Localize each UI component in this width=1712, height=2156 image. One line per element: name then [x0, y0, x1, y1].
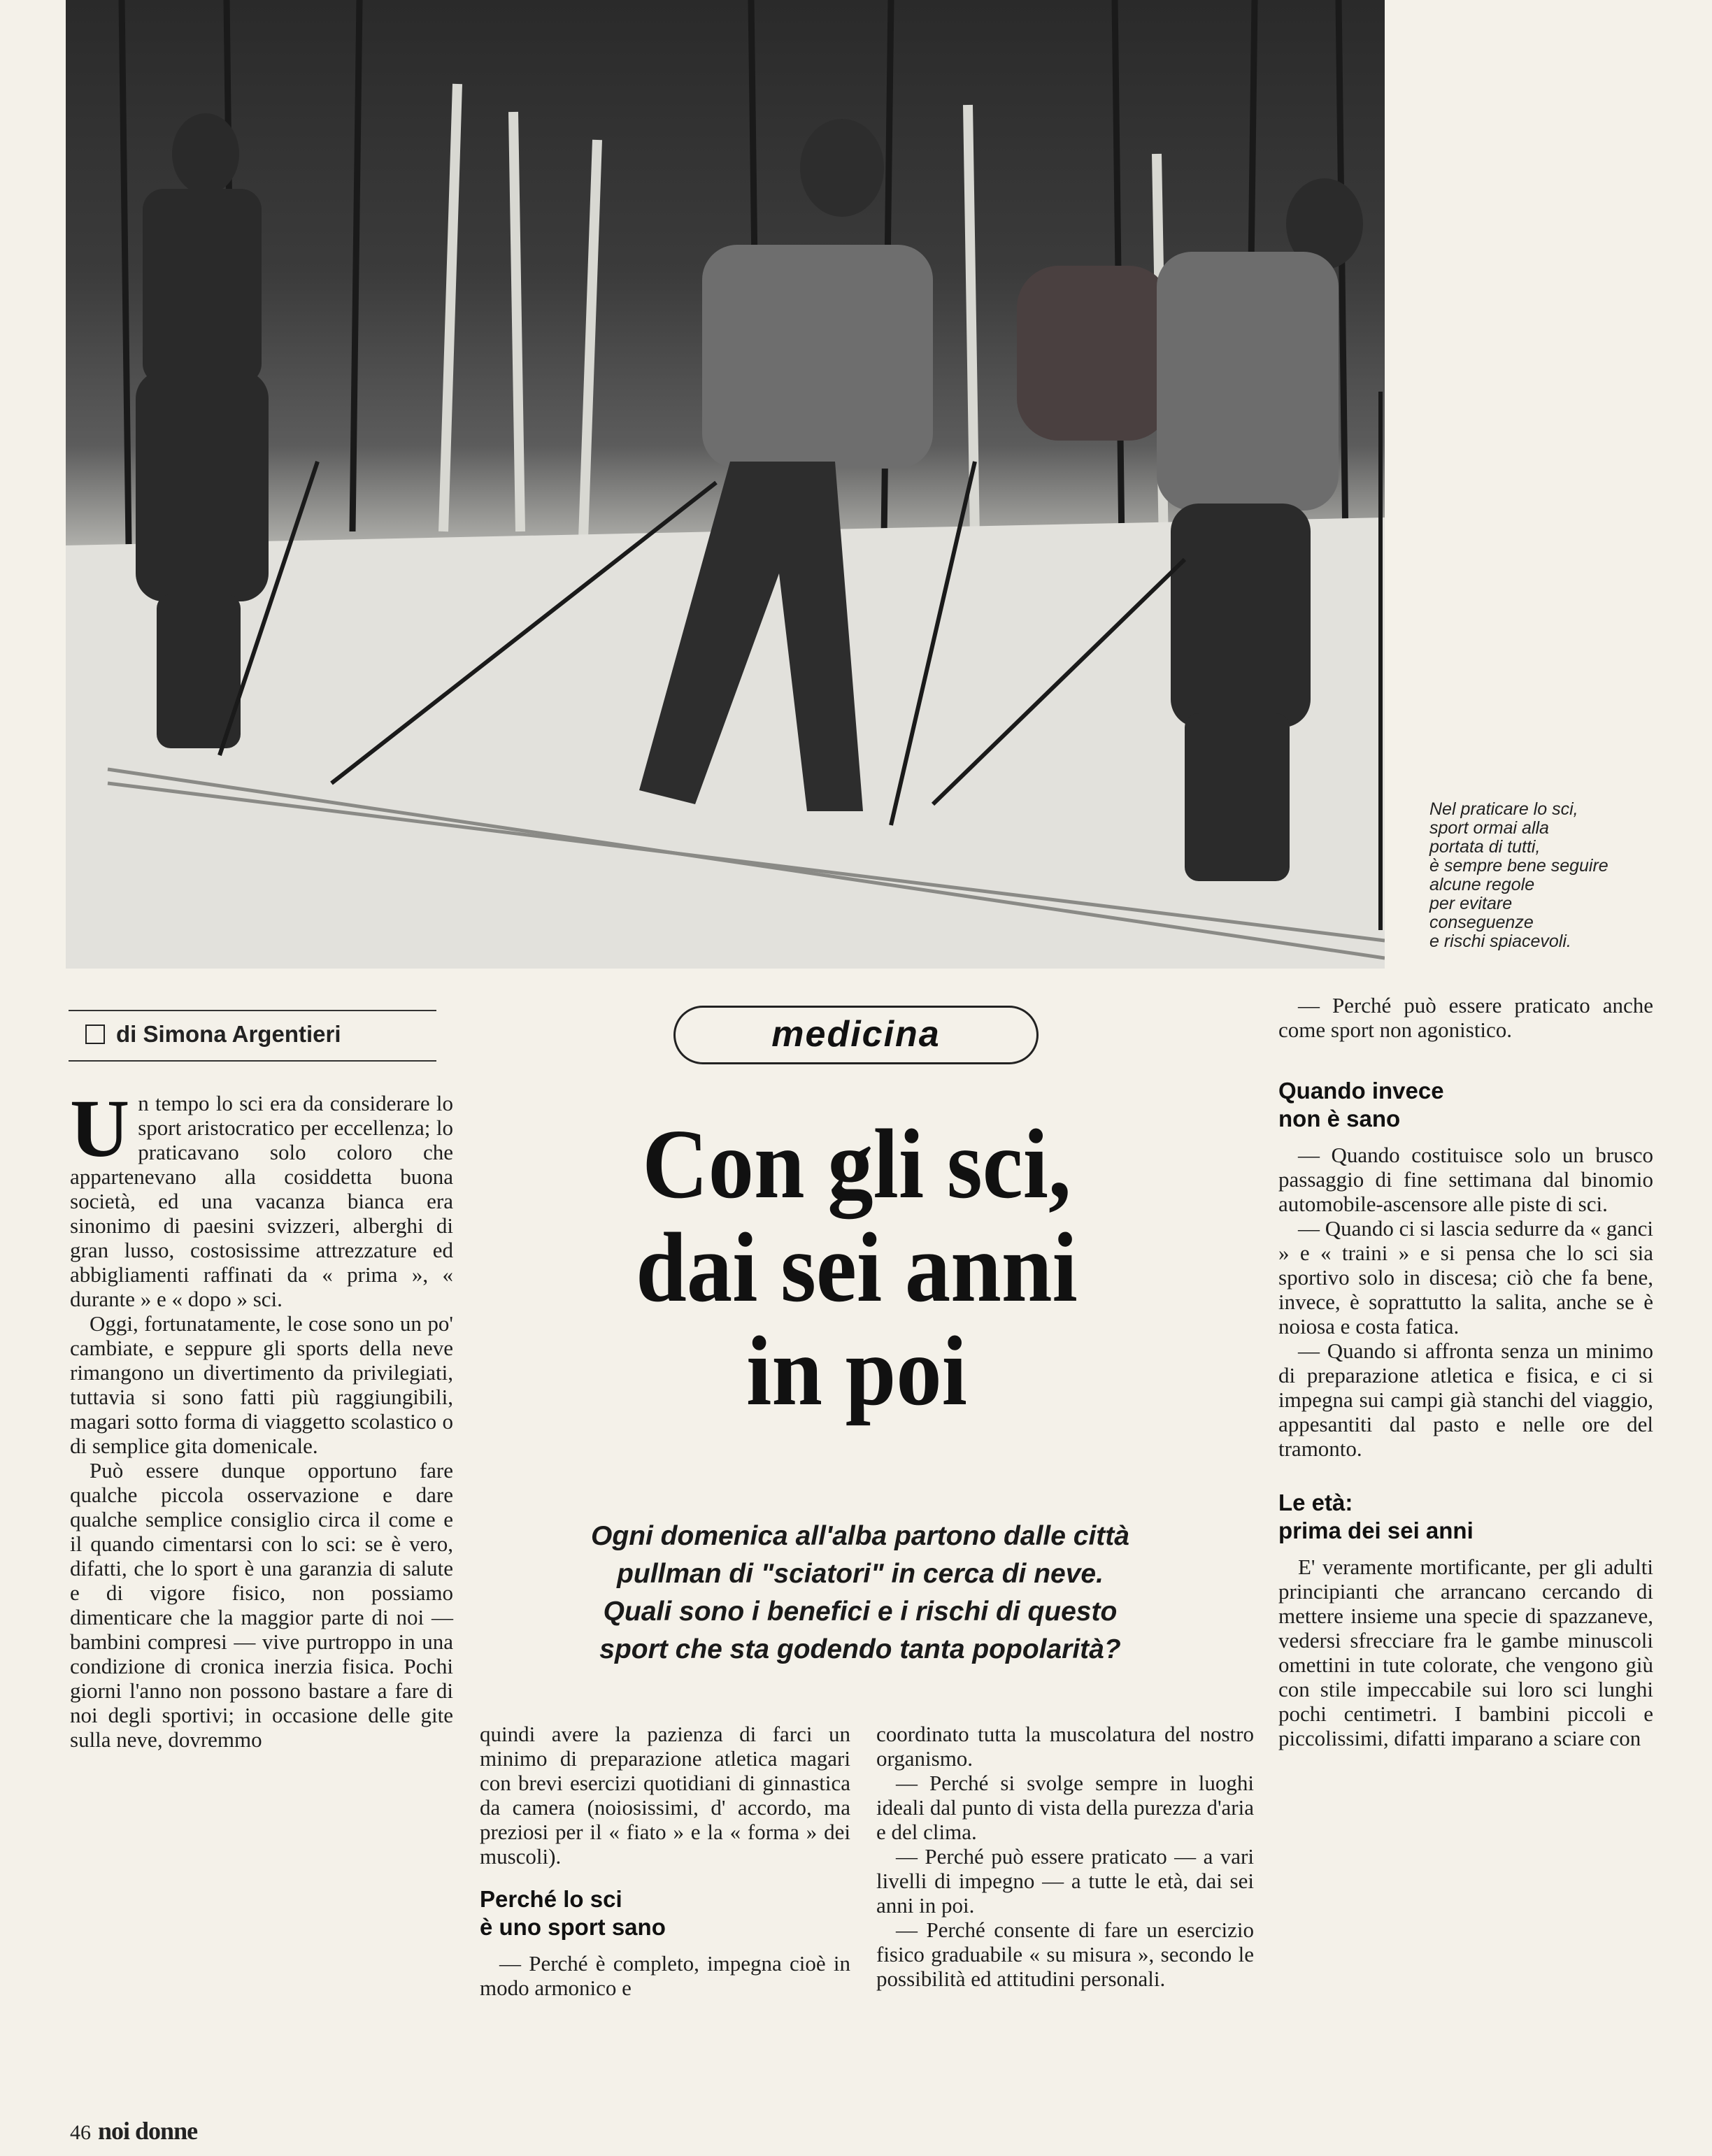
caption-line: sport ormai alla — [1429, 818, 1549, 838]
magazine-name: noi donne — [98, 2117, 198, 2145]
page-footer — [70, 2116, 197, 2146]
section-label: medicina — [673, 1006, 1039, 1064]
headline-line: Con gli sci, — [642, 1108, 1071, 1219]
paragraph: — Quando ci si lascia sedurre da « ganci » e « traini » e si pensa che lo sci sia sportivo solo in discesa; ciò che fa bene, invece, è soprattutto la salita, anche se è noiosa e costa fatica. — [1278, 1216, 1653, 1338]
article-column-2 — [480, 1722, 850, 2000]
ski-photo-illustration — [66, 0, 1385, 969]
paragraph: — Perché si svolge sempre in luoghi ideali dal punto di vista della purezza d'aria e del clima. — [876, 1771, 1254, 1844]
subheading-line: è uno sport sano — [480, 1914, 666, 1940]
caption-line: conseguenze — [1429, 913, 1534, 932]
article-column-4 — [1278, 993, 1653, 1750]
caption-line: portata di tutti, — [1429, 837, 1541, 857]
caption-line: per evitare — [1429, 894, 1513, 913]
subheading-line: Quando invece — [1278, 1078, 1444, 1104]
deck-line: sport che sta godendo tanta popolarità? — [599, 1634, 1121, 1664]
author-name: di Simona Argentieri — [116, 1021, 341, 1047]
caption-line: e rischi spiacevoli. — [1429, 931, 1571, 951]
paragraph: — Quando costituisce solo un brusco passaggio di fine settimana dal binomio automobile-ascensore alle piste di sci. — [1278, 1143, 1653, 1216]
article-column-1 — [70, 1083, 453, 1752]
deck-subtitle — [462, 1518, 1259, 1669]
subheading — [480, 1885, 850, 1941]
checkbox-square-icon — [85, 1025, 105, 1044]
paragraph: — Perché consente di fare un esercizio fisico graduabile « su misura », secondo le possibilità ed attitudini personali. — [876, 1918, 1254, 1991]
headline-line: dai sei anni — [636, 1212, 1078, 1322]
paragraph: Può essere dunque opportuno fare qualche piccola osservazione e dare qualche semplice consiglio circa il come e il quando cimentarsi con lo sci: se è vero, difatti, che lo sport è una garanzia di salute e di vigore fisico, non possiamo dimenticare che la maggior parte di noi — bambini compresi — vive purtroppo in una condizione di cronica inerzia fisica. Pochi giorni l'anno non possono bastare a fare di noi degli sportivi; in occasione delle gite sulla neve, dovremmo — [70, 1458, 453, 1752]
paragraph: coordinato tutta la muscolatura del nostro organismo. — [876, 1722, 1254, 1771]
subheading-line: Perché lo sci — [480, 1886, 622, 1912]
paragraph-text: n tempo lo sci era da considerare lo sport aristocratico per eccellenza; lo praticavano solo coloro che appartenevano alla cosiddetta buona società, ed una vacanza bianca era sinonimo di paesini svizzeri, alberghi di gran lusso, costosissime attrezzature ed abbigliamenti raffinati da « prima », « durante » e « dopo » sci. — [70, 1091, 453, 1311]
headline-line: in poi — [746, 1315, 967, 1426]
paragraph — [70, 1083, 453, 1311]
paragraph: quindi avere la pazienza di farci un minimo di preparazione atletica magari con brevi esercizi quotidiani di ginnastica da camera (noiosissimi, d' accordo, ma preziosi per il « fiato » e la « forma » dei muscoli). — [480, 1722, 850, 1869]
subheading-line: non è sano — [1278, 1106, 1401, 1131]
article-column-3 — [876, 1722, 1254, 1991]
paragraph: — Perché può essere praticato anche come sport non agonistico. — [1278, 993, 1653, 1042]
paragraph: — Perché è completo, impegna cioè in modo armonico e — [480, 1951, 850, 2000]
photo-caption — [1429, 800, 1667, 951]
author-byline — [69, 1010, 436, 1062]
headline — [519, 1108, 1194, 1426]
subheading-line: Le età: — [1278, 1490, 1353, 1515]
caption-line: alcune regole — [1429, 875, 1535, 894]
ski-photo — [66, 0, 1385, 969]
subheading-line: prima dei sei anni — [1278, 1518, 1474, 1543]
paragraph: — Perché può essere praticato — a vari livelli di impegno — a tutte le età, dai sei anni in poi. — [876, 1844, 1254, 1918]
subheading — [1278, 1077, 1653, 1133]
caption-line: è sempre bene seguire — [1429, 856, 1608, 876]
subheading — [1278, 1489, 1653, 1545]
paragraph: — Quando si affronta senza un minimo di preparazione atletica e fisica, e ci si impegna sui campi già stanchi del viaggio, appesantiti dal pasto e nelle ore del tramonto. — [1278, 1338, 1653, 1461]
caption-line: Nel praticare lo sci, — [1429, 799, 1578, 819]
drop-cap: U — [70, 1083, 130, 1174]
deck-line: pullman di "sciatori" in cerca di neve. — [617, 1559, 1104, 1589]
paragraph: E' veramente mortificante, per gli adulti principianti che arrancano cercando di mettere insieme una specie di spazzaneve, vedersi sfrecciare fra le gambe minuscoli omettini in tute colorate, che vengono giù con stile impeccabile sui loro sci lunghi pochi centimetri. I bambini piccoli e piccolissimi, difatti imparano a sciare con — [1278, 1555, 1653, 1750]
paragraph: Oggi, fortunatamente, le cose sono un po' cambiate, e seppure gli sports della neve rimangono un divertimento da privilegiati, tuttavia si sono fatti più raggiungibili, magari sotto forma di viaggetto scolastico o di semplice gita domenicale. — [70, 1311, 453, 1458]
page-number: 46 — [70, 2121, 91, 2144]
deck-line: Quali sono i benefici e i rischi di questo — [603, 1597, 1118, 1627]
deck-line: Ogni domenica all'alba partono dalle città — [591, 1521, 1129, 1551]
